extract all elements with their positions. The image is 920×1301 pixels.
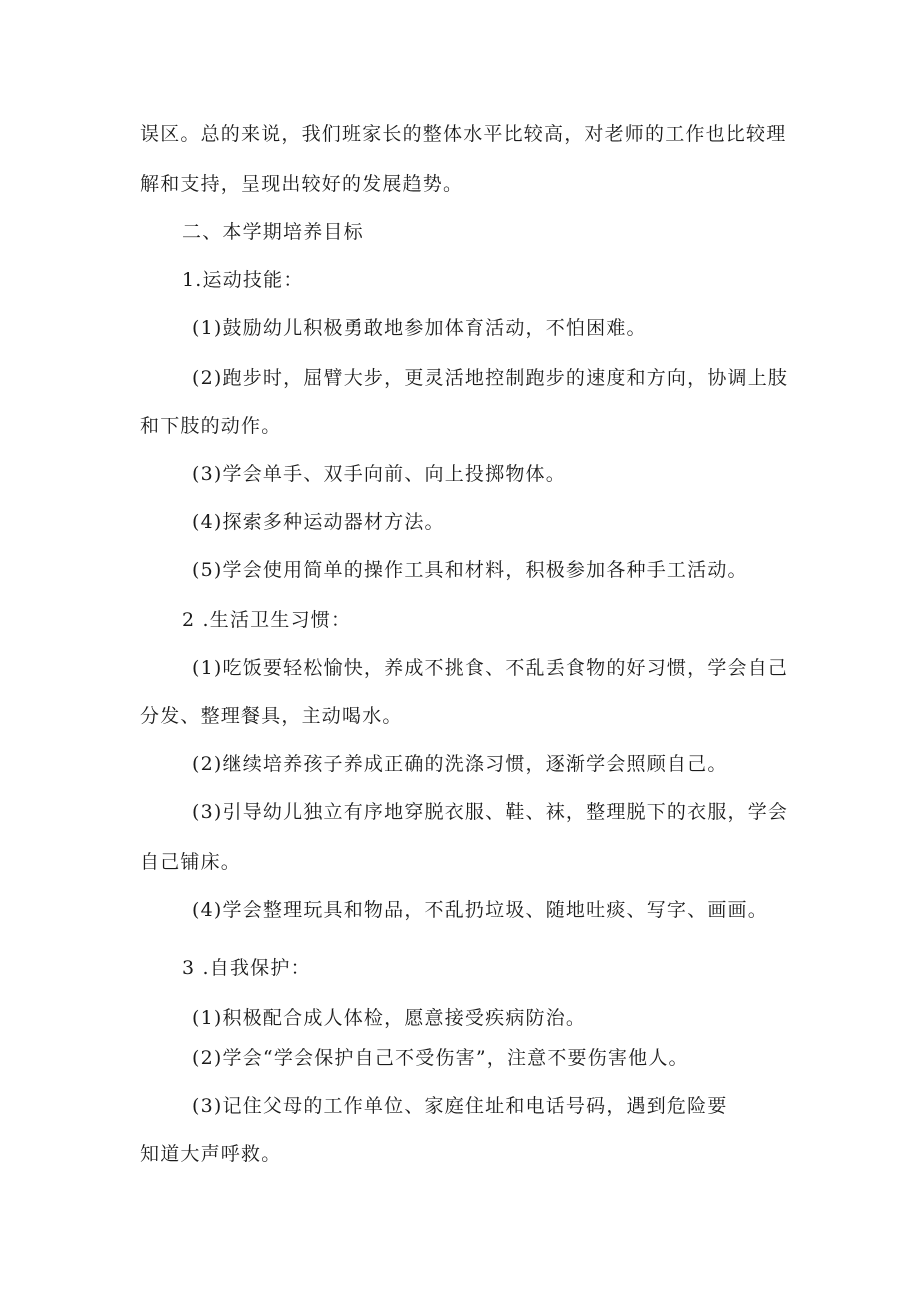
list-item: (4)学会整理玩具和物品，不乱扔垃圾、随地吐痰、写字、画画。	[192, 899, 768, 921]
list-item: (5)学会使用简单的操作工具和材料，积极参加各种手工活动。	[192, 559, 748, 581]
list-item: (2)学会“学会保护自己不受伤害”，注意不要伤害他人。	[192, 1047, 689, 1069]
list-item: (2)跑步时，屈臂大步，更灵活地控制跑步的速度和方向，协调上肢	[192, 367, 789, 389]
intro-paragraph-line-2: 解和支持，呈现出较好的发展趋势。	[140, 173, 464, 195]
subsection-heading-self-protection: 3 .自我保护：	[182, 957, 311, 979]
list-item: (1)鼓励幼儿积极勇敢地参加体育活动，不怕困难。	[192, 317, 647, 339]
subsection-heading-motor-skills: 1.运动技能：	[182, 269, 304, 291]
section-heading: 二、本学期培养目标	[182, 221, 364, 243]
list-item-continuation: 分发、整理餐具，主动喝水。	[140, 705, 403, 727]
list-item: (1)积极配合成人体检，愿意接受疾病防治。	[192, 1007, 587, 1029]
list-item-continuation: 和下肢的动作。	[140, 415, 282, 437]
list-item: (2)继续培养孩子养成正确的洗涤习惯，逐渐学会照顾自己。	[192, 753, 728, 775]
list-item-continuation: 自己铺床。	[140, 851, 242, 873]
list-item: (3)引导幼儿独立有序地穿脱衣服、鞋、袜，整理脱下的衣服，学会	[192, 801, 789, 823]
subsection-heading-hygiene: 2 .生活卫生习惯：	[182, 609, 352, 631]
intro-paragraph-line-1: 误区。总的来说，我们班家长的整体水平比较高，对老师的工作也比较理	[140, 123, 787, 145]
list-item-continuation: 知道大声呼救。	[140, 1143, 282, 1165]
list-item: (3)记住父母的工作单位、家庭住址和电话号码，遇到危险要	[192, 1095, 728, 1117]
list-item: (3)学会单手、双手向前、向上投掷物体。	[192, 463, 566, 485]
list-item: (4)探索多种运动器材方法。	[192, 511, 445, 533]
list-item: (1)吃饭要轻松愉快，养成不挑食、不乱丢食物的好习惯，学会自己	[192, 657, 789, 679]
